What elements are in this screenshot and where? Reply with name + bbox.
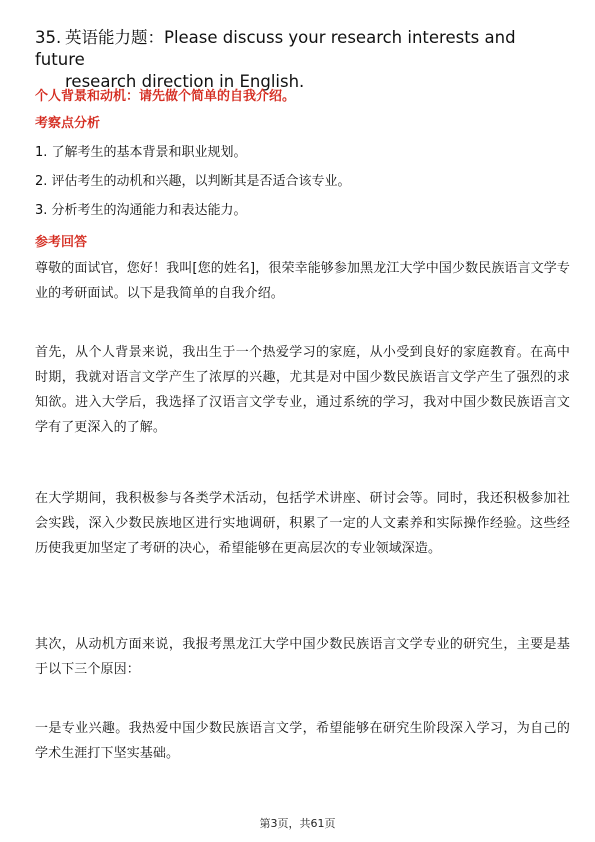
answer-paragraph: 一是专业兴趣。我热爱中国少数民族语言文学，希望能够在研究生阶段深入学习，为自己的学术生涯打下坚实基础。 [35,721,570,761]
page-footer: 第3页，共61页 [259,817,336,830]
question-text-line2: research direction in English. [65,72,305,91]
section-heading: 个人背景和动机：请先做个简单的自我介绍。 [35,89,296,104]
answer-paragraph: 其次，从动机方面来说，我报考黑龙江大学中国少数民族语言文学专业的研究生，主要是基于以下三个原因： [35,637,570,677]
analysis-item: 1. 了解考生的基本背景和职业规划。 [35,145,247,160]
question-text-line1: 英语能力题：Please discuss your research interests and future [35,28,516,69]
question-number: 35. [35,28,62,47]
question-title [35,27,565,93]
analysis-item: 2. 评估考生的动机和兴趣，以判断其是否适合该专业。 [35,174,351,189]
answer-paragraph: 尊敬的面试官，您好！我叫[您的姓名]，很荣幸能够参加黑龙江大学中国少数民族语言文学专业的考研面试。以下是我简单的自我介绍。 [35,261,570,301]
answer-paragraph: 首先，从个人背景来说，我出生于一个热爱学习的家庭，从小受到良好的家庭教育。在高中时期，我就对语言文学产生了浓厚的兴趣，尤其是对中国少数民族语言文学产生了强烈的求知欲。进入大学后，我选择了汉语言文学专业，通过系统的学习，我对中国少数民族语言文学有了更深入的了解。 [35,345,570,435]
analysis-heading: 考察点分析 [35,116,101,131]
answer-heading: 参考回答 [35,235,88,250]
analysis-item: 3. 分析考生的沟通能力和表达能力。 [35,203,247,218]
answer-paragraph: 在大学期间，我积极参与各类学术活动，包括学术讲座、研讨会等。同时，我还积极参加社会实践，深入少数民族地区进行实地调研，积累了一定的人文素养和实际操作经验。这些经历使我更加坚定了考研的决心，希望能够在更高层次的专业领域深造。 [35,491,570,556]
